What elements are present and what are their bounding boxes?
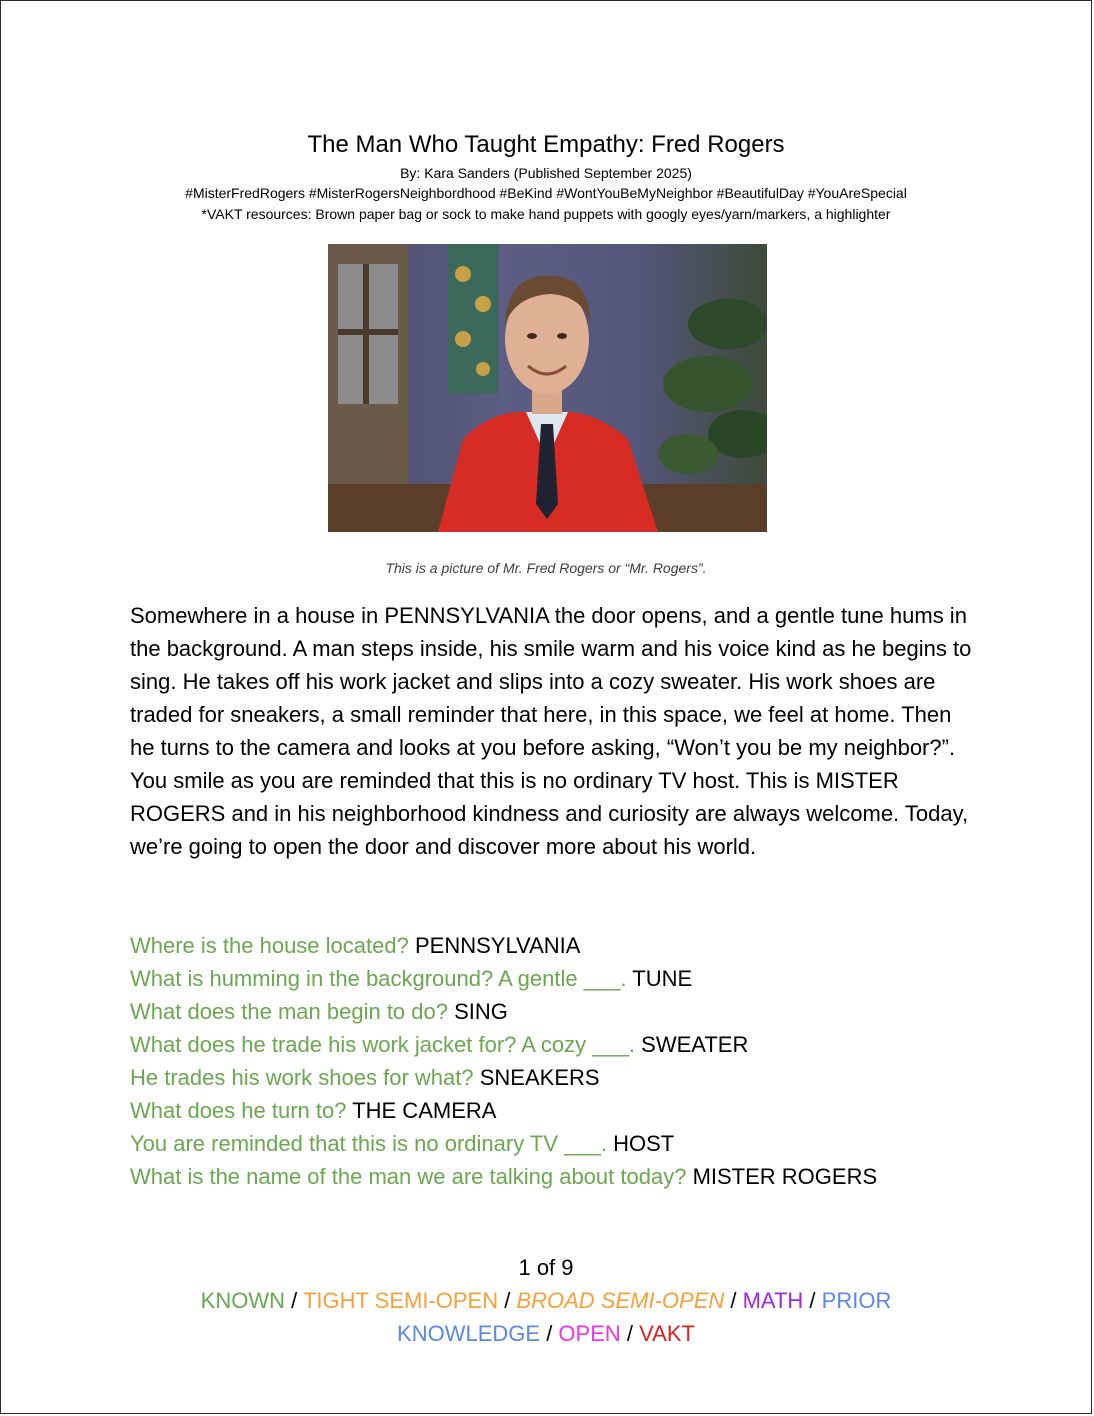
legend-prior-knowledge: PRIOR KNOWLEDGE xyxy=(397,1288,892,1346)
question-item xyxy=(130,995,890,1028)
document-header xyxy=(1,129,1091,225)
question-text: What does he turn to? xyxy=(130,1098,347,1123)
byline: By: Kara Sanders (Published September 2025) xyxy=(400,165,692,181)
question-text: You are reminded that this is no ordinary TV ___. xyxy=(130,1131,607,1156)
answer-text: THE CAMERA xyxy=(352,1098,497,1123)
question-text: Where is the house located? xyxy=(130,933,409,958)
question-item xyxy=(130,1127,890,1160)
portrait-illustration xyxy=(328,244,767,532)
question-text: He trades his work shoes for what? xyxy=(130,1065,474,1090)
legend-separator: / xyxy=(498,1288,517,1313)
photo-caption: This is a picture of Mr. Fred Rogers or “Mr. Rogers”. xyxy=(385,560,707,576)
legend-tight-semi-open: TIGHT SEMI-OPEN xyxy=(302,1288,499,1313)
legend-known: KNOWN xyxy=(200,1288,285,1313)
answer-text: TUNE xyxy=(632,966,693,991)
page-number: 1 of 9 xyxy=(518,1255,574,1280)
legend-vakt: VAKT xyxy=(639,1321,695,1346)
question-text: What does he trade his work jacket for? A cozy ___. xyxy=(130,1032,636,1057)
legend-open: OPEN xyxy=(558,1321,621,1346)
question-item xyxy=(130,962,890,995)
question-text: What does the man begin to do? xyxy=(130,999,448,1024)
answer-text: PENNSYLVANIA xyxy=(414,933,581,958)
legend-broad-semi-open: BROAD SEMI-OPEN xyxy=(516,1288,725,1313)
legend-separator: / xyxy=(724,1288,743,1313)
legend-separator: / xyxy=(284,1288,303,1313)
legend-math: MATH xyxy=(742,1288,804,1313)
question-text: What is the name of the man we are talking about today? xyxy=(130,1164,687,1189)
comprehension-questions xyxy=(130,929,890,1193)
legend-separator: / xyxy=(620,1321,640,1346)
question-item xyxy=(130,1028,890,1061)
question-text: What is humming in the background? A gentle ___. xyxy=(130,966,627,991)
fred-rogers-photo xyxy=(328,244,767,532)
answer-text: SWEATER xyxy=(641,1032,749,1057)
question-item xyxy=(130,1094,890,1127)
answer-text: SING xyxy=(454,999,508,1024)
legend-separator: / xyxy=(540,1321,559,1346)
page-footer xyxy=(1,1251,1091,1350)
question-item xyxy=(130,1160,890,1193)
document-title: The Man Who Taught Empathy: Fred Rogers xyxy=(307,131,785,158)
answer-text: HOST xyxy=(613,1131,675,1156)
question-type-legend xyxy=(136,1284,956,1350)
answer-text: MISTER ROGERS xyxy=(692,1164,878,1189)
legend-separator: / xyxy=(803,1288,822,1313)
hashtags: #MisterFredRogers #MisterRogersNeighbordhood #BeKind #WontYouBeMyNeighbor #BeautifulDay #YouAreSpecial xyxy=(185,185,907,201)
question-item xyxy=(130,1061,890,1094)
question-item xyxy=(130,929,890,962)
answer-text: SNEAKERS xyxy=(479,1065,600,1090)
vakt-resources-note: *VAKT resources: Brown paper bag or sock to make hand puppets with googly eyes/yarn/markers, a highlighter xyxy=(201,206,891,222)
story-paragraph: Somewhere in a house in PENNSYLVANIA the door opens, and a gentle tune hums in the background. A man steps inside, his smile warm and his voice kind as he begins to sing. He takes off his work jacket and slips into a cozy sweater. His work shoes are traded for sneakers, a small reminder that here, in this space, we feel at home. Then he turns to the camera and looks at you before asking, “Won’t you be my neighbor?”. You smile as you are reminded that this is no ordinary TV host. This is MISTER ROGERS and in his neighborhood kindness and curiosity are always welcome. Today, we’re going to open the door and discover more about his world. xyxy=(130,603,972,859)
